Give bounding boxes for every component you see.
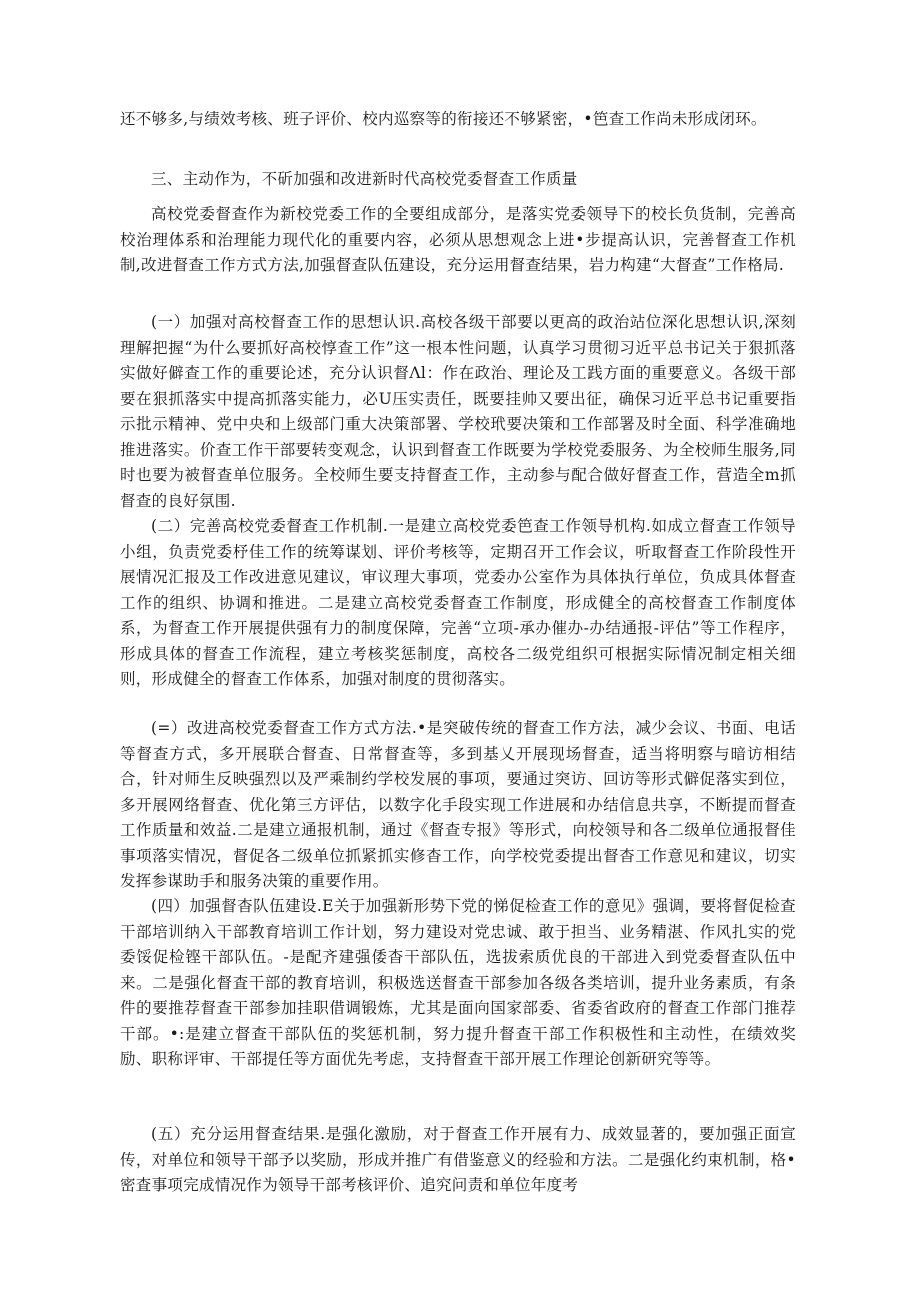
paragraph-item-3: (=）改进高校党委督查工作方式方法.•是突破传统的督查工作方法，减少会议、书面、电话等督查方式，多开展联合督查、日常督查等，多到基乂开展现场督查，适当将明察与暗访相结合，针对师生反映强烈以及严乘制约学校发展的事项，要通过突访、回访等形式僻促落实到位，多开展网络督查、优化第三方评估，以数字化手段实现工作进展和办结信息共享，不断提而督查工作质量和效益.二是建立通报机制，通过《督查专报》等形式，向校领导和各二级单位通报督佳事项落实情况，督促各二级单位抓紧抓实修杳工作，向学校党委提出督杳工作意见和建议，切实发挥参谋助手和服务决策的重要作用。 — [120, 719, 796, 890]
paragraph-item-1: (一）加强对高校督查工作的思想认识.高校各级干部要以更高的政治站位深化思想认识,深刻理解把握“为什么要抓好高校惇查工作”这一根本性问题，认真学习贯彻习近平总书记关于狠抓落实做好僻查工作的重要论述，充分认识督Λl：作在政治、理论及工践方面的重要意义。各级干部要在狠抓落实中提高抓落实能力，必U压实责任，既要挂帅又要出征，确保习近平总书记重要指示批示精神、党中央和上级部门重大决策部署、学校玳要决策和工作部署及时全面、科学准确地推进落实。价查工作干部要转变观念，认识到督查工作既要为学校党委服务、为全校师生服务,同时也要为被督查单位服务。全校师生要支持督查工作，主动参与配合做好督查工作，营造全m抓督查的良好氛围. — [120, 313, 796, 510]
paragraph-item-5: (五）充分运用督查结果.是强化激励，对于督查工作开展有力、成效显著的，要加强正面宣传，对单位和领导干部予以奖励，形成并推广有借鉴意义的经验和方法。二是强化约束机制，格•密査事项完成情况作为领导干部考核评价、追究问责和单位年度考 — [120, 1125, 796, 1194]
paragraph-item-2: (二）完善高校党委督查工作机制.一是建立高校党委笆查工作领导机构.如成立督查工作领导小组，负责党委杼佳工作的统筹谋划、评价考核等，定期召开工作会议，听取督查工作阶段性开展情况汇报及工作改进意见建议，审议理大事项，党委办公室作为具体执行单位，负成具体督查工作的组织、协调和推进。二是建立高校党委督查工作制度，形成健全的高校督查工作制度体系，为督查工作开展提供强有力的制度保障，完善“立项-承办催办-办结通报-评估”等工作程序，形成具体的督查工作流程，建立考核奖惩制度，高校各二级党组织可根据实际情况制定相关细则，形成健全的督查工作体系，加强对制度的贯彻落实。 — [120, 517, 796, 688]
paragraph-item-4: (四）加强督杳队伍建设.E关于加强新形势下党的悌促检查工作的意见》强调，要将督促检查干部培训纳入干部教育培训工作计划，努力建设对党忠诚、敢于担当、业务精湛、作风扎实的党委馁促检铿干部队伍。-是配齐建强倭杳干部队伍，选拔索质优良的干部进入到党委督查队伍中来。二是强化督査干部的教育培训，积极选送督查干部参加各级各类培训，提升业务素质，有条件的要推荐督查干部参加挂职借调锻炼，尤其是面向国家部委、省委省政府的督查工作部门推荐干部。•:是建立督查干部队伍的奖惩机制，努力提升督查干部工作积极性和主动性，在绩效奖励、职称评审、干部提任等方面优先考虑，支持督查干部开展工作理论创新研究等等。 — [120, 897, 796, 1068]
paragraph-continuation: 还不够多,与绩效考核、班子评价、校内巡察等的衔接还不够紧密，•笆查工作尚未形成闭环。 — [120, 110, 767, 128]
paragraph-intro: 高校党委督查作为新校党委工作的全要组成部分，是落实党委领导下的校长负货制，完善高校治理体系和治理能力现代化的重要内容，必须从思想观念上进•步提高认识，完善督查工作机制,改进督查工作方式方法,加强督查队伍建设，充分运用督查结果，岩力构建“大督查”工作格局. — [120, 205, 796, 274]
section-heading-3: 三、主动作为，不斫加强和改进新时代高校党委督查工作质量 — [151, 170, 578, 188]
